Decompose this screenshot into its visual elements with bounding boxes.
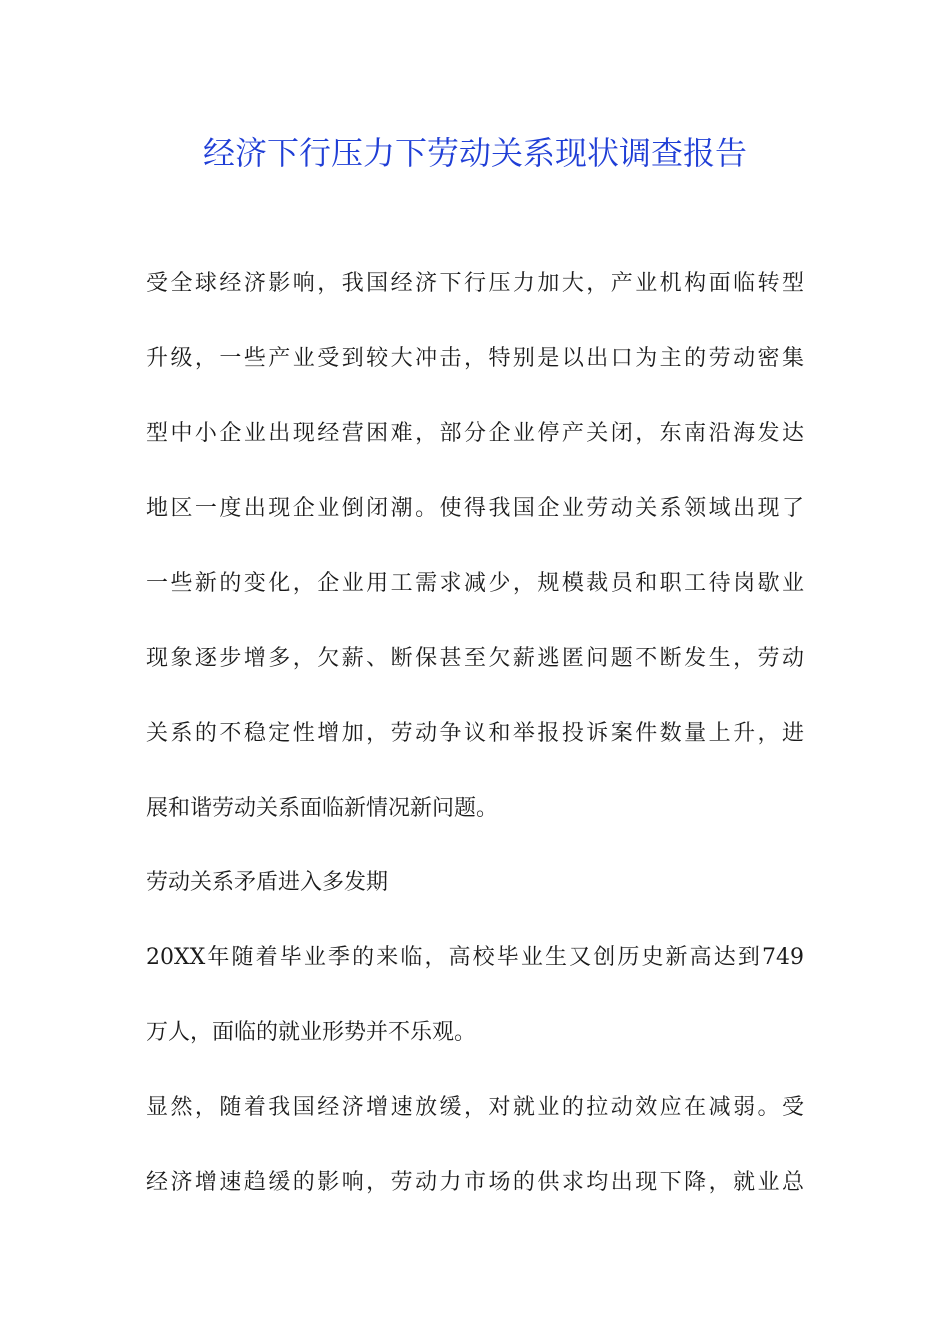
body-line: 一些新的变化，企业用工需求减少，规模裁员和职工待岗歇业 [146,571,804,596]
body-line: 升级，一些产业受到较大冲击，特别是以出口为主的劳动密集 [146,346,804,371]
body-line: 受全球经济影响，我国经济下行压力加大，产业机构面临转型 [146,271,804,296]
body-line: 关系的不稳定性增加，劳动争议和举报投诉案件数量上升，进 [146,721,804,746]
body-line: 展和谐劳动关系面临新情况新问题。 [146,796,499,821]
body-line: 型中小企业出现经营困难，部分企业停产关闭，东南沿海发达 [146,421,804,446]
section-heading: 劳动关系矛盾进入多发期 [146,870,389,895]
body-line: 万人，面临的就业形势并不乐观。 [146,1020,477,1045]
body-line: 显然，随着我国经济增速放缓，对就业的拉动效应在减弱。受 [146,1095,804,1120]
body-line: 地区一度出现企业倒闭潮。使得我国企业劳动关系领域出现了 [146,496,804,521]
document-title: 经济下行压力下劳动关系现状调查报告 [202,134,747,172]
body-line: 经济增速趋缓的影响，劳动力市场的供求均出现下降，就业总 [146,1170,804,1195]
body-line: 20XX年随着毕业季的来临，高校毕业生又创历史新高达到749 [146,945,804,970]
body-line: 现象逐步增多，欠薪、断保甚至欠薪逃匿问题不断发生，劳动 [146,646,804,671]
